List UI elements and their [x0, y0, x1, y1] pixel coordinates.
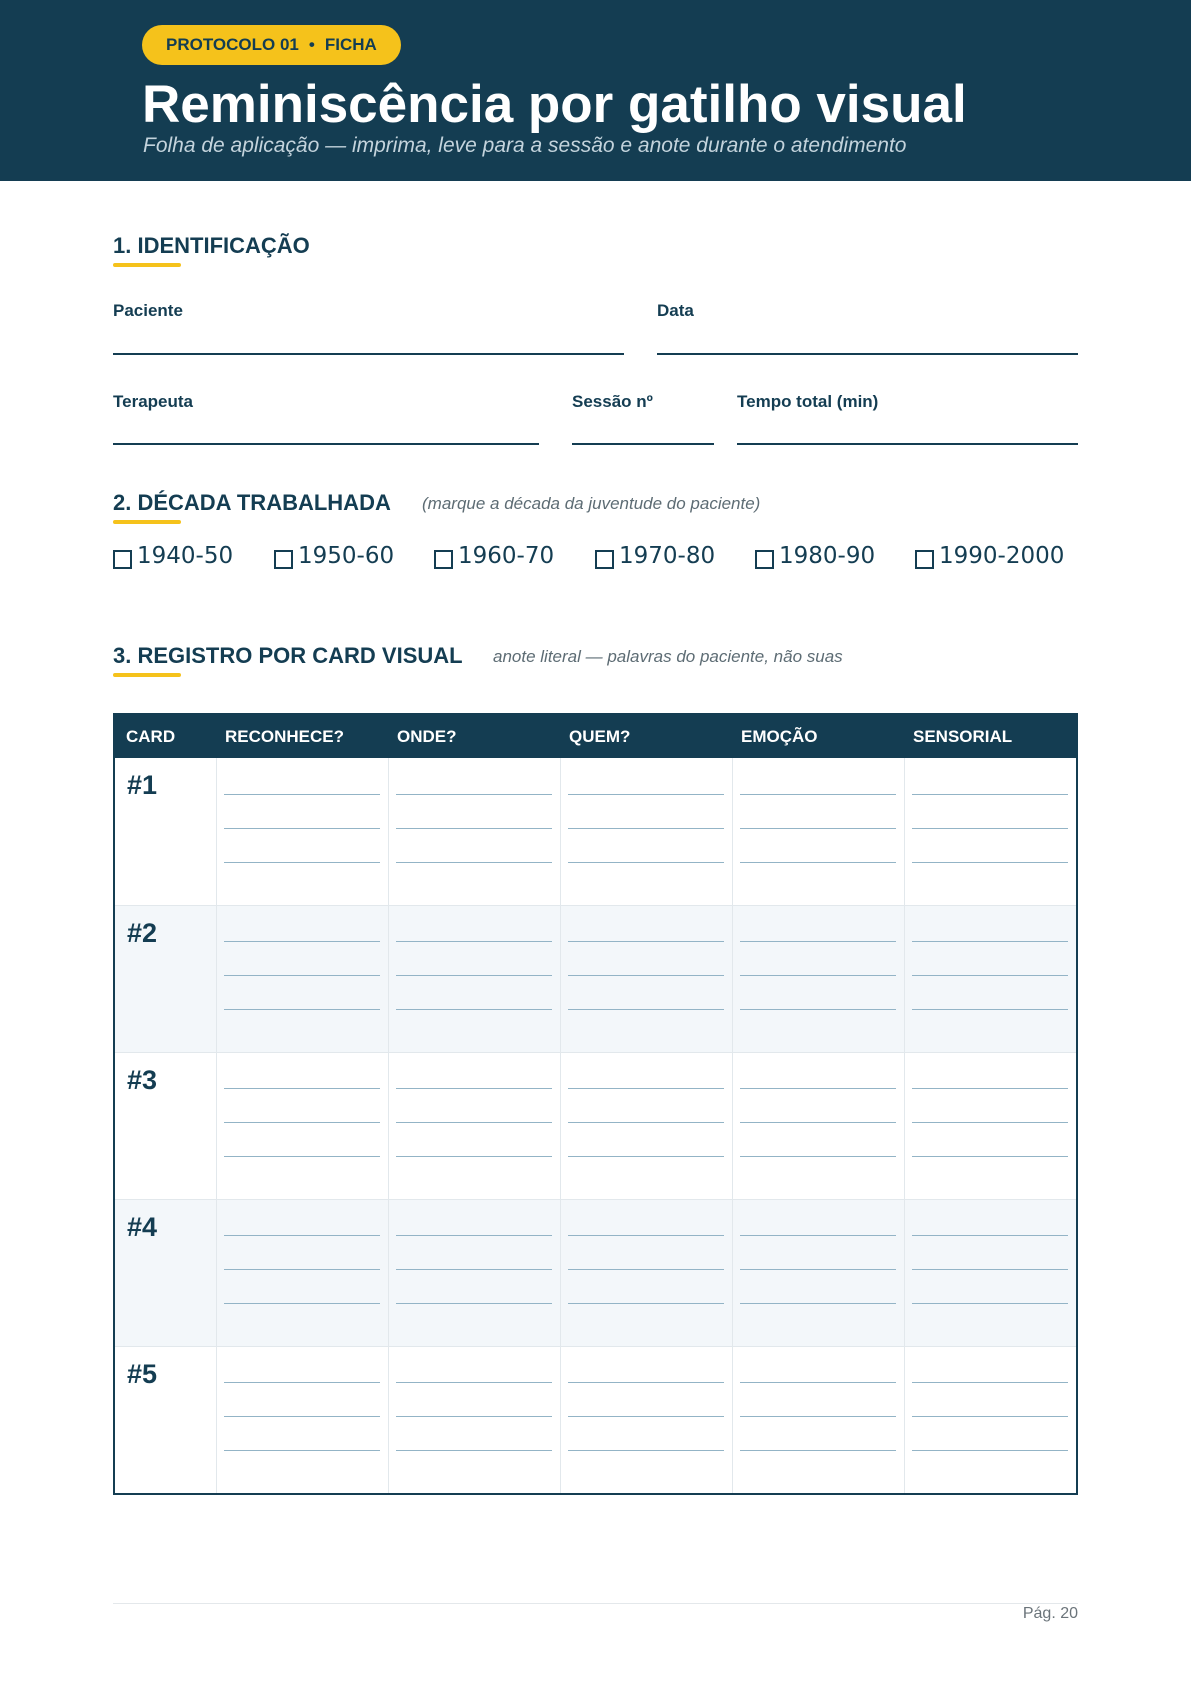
writing-line[interactable]	[568, 975, 724, 976]
card-number: #4	[127, 1212, 158, 1242]
writing-line[interactable]	[740, 794, 896, 795]
decade-label: 1970-80	[619, 543, 716, 569]
section-decade-note: (marque a década da juventude do paciente)	[422, 494, 761, 513]
writing-line[interactable]	[912, 1009, 1068, 1010]
writing-line[interactable]	[396, 1009, 552, 1010]
writing-line[interactable]	[740, 1382, 896, 1383]
section-decade-title: 2. DÉCADA TRABALHADA	[113, 490, 391, 515]
writing-line[interactable]	[912, 1382, 1068, 1383]
patient-field[interactable]	[113, 353, 624, 355]
writing-line[interactable]	[912, 975, 1068, 976]
session-number-label: Sessão nº	[572, 392, 653, 411]
writing-line[interactable]	[912, 794, 1068, 795]
column-divider	[732, 758, 733, 1493]
total-time-field[interactable]	[737, 443, 1078, 445]
decade-label: 1940-50	[137, 543, 234, 569]
writing-line[interactable]	[740, 1269, 896, 1270]
writing-line[interactable]	[224, 1303, 380, 1304]
writing-line[interactable]	[568, 1269, 724, 1270]
session-number-field[interactable]	[572, 443, 714, 445]
checkbox[interactable]	[595, 550, 614, 569]
writing-line[interactable]	[740, 1450, 896, 1451]
column-divider	[388, 758, 389, 1493]
section-cards-heading	[113, 643, 463, 669]
writing-line[interactable]	[912, 1235, 1068, 1236]
writing-line[interactable]	[224, 794, 380, 795]
writing-line[interactable]	[224, 1235, 380, 1236]
writing-line[interactable]	[740, 1088, 896, 1089]
checkbox[interactable]	[434, 550, 453, 569]
table-row	[115, 1346, 1076, 1493]
writing-line[interactable]	[396, 1303, 552, 1304]
writing-line[interactable]	[740, 975, 896, 976]
checkbox[interactable]	[274, 550, 293, 569]
page-header	[0, 0, 1191, 181]
writing-line[interactable]	[568, 1156, 724, 1157]
writing-line[interactable]	[740, 1156, 896, 1157]
writing-line[interactable]	[224, 1156, 380, 1157]
writing-line[interactable]	[224, 941, 380, 942]
writing-line[interactable]	[224, 1450, 380, 1451]
card-number: #2	[127, 918, 158, 948]
decade-label: 1950-60	[298, 543, 395, 569]
badge-protocol: PROTOCOLO 01	[166, 35, 299, 54]
section-cards-note: anote literal — palavras do paciente, não suas	[493, 647, 843, 666]
writing-line[interactable]	[396, 1235, 552, 1236]
writing-line[interactable]	[396, 1382, 552, 1383]
badge-separator: •	[308, 35, 315, 54]
writing-line[interactable]	[912, 862, 1068, 863]
table-row	[115, 1052, 1076, 1199]
writing-line[interactable]	[912, 1156, 1068, 1157]
decade-label: 1960-70	[458, 543, 555, 569]
writing-line[interactable]	[568, 862, 724, 863]
writing-line[interactable]	[740, 1303, 896, 1304]
writing-line[interactable]	[396, 941, 552, 942]
table-row	[115, 758, 1076, 905]
writing-line[interactable]	[912, 1122, 1068, 1123]
writing-line[interactable]	[396, 1269, 552, 1270]
writing-line[interactable]	[396, 1156, 552, 1157]
writing-line[interactable]	[568, 941, 724, 942]
writing-line[interactable]	[912, 1303, 1068, 1304]
column-divider	[560, 758, 561, 1493]
decade-option-5[interactable]	[755, 540, 875, 572]
writing-line[interactable]	[912, 941, 1068, 942]
column-header-who: QUEM?	[569, 727, 631, 746]
table-row	[115, 1199, 1076, 1346]
writing-line[interactable]	[224, 1269, 380, 1270]
writing-line[interactable]	[740, 828, 896, 829]
column-header-recognizes: RECONHECE?	[225, 727, 345, 746]
decade-option-6[interactable]	[915, 540, 1064, 572]
card-number: #5	[127, 1359, 158, 1389]
writing-line[interactable]	[224, 1088, 380, 1089]
decade-option-2[interactable]	[274, 540, 394, 572]
writing-line[interactable]	[568, 794, 724, 795]
writing-line[interactable]	[912, 1450, 1068, 1451]
writing-line[interactable]	[224, 1382, 380, 1383]
card-number: #1	[127, 770, 158, 800]
writing-line[interactable]	[568, 1450, 724, 1451]
card-record-table	[113, 713, 1078, 1495]
section-cards-title: 3. REGISTRO POR CARD VISUAL	[113, 643, 463, 668]
column-divider	[904, 758, 905, 1493]
writing-line[interactable]	[740, 1416, 896, 1417]
total-time-label: Tempo total (min)	[737, 392, 879, 411]
writing-line[interactable]	[912, 1088, 1068, 1089]
writing-line[interactable]	[396, 1450, 552, 1451]
decade-label: 1980-90	[779, 543, 876, 569]
page-subtitle: Folha de aplicação — imprima, leve para a sessão e anote durante o atendimento	[143, 134, 907, 157]
date-label: Data	[657, 301, 694, 320]
writing-line[interactable]	[568, 1416, 724, 1417]
protocol-badge	[142, 25, 401, 65]
column-divider	[216, 758, 217, 1493]
writing-line[interactable]	[396, 1416, 552, 1417]
writing-line[interactable]	[912, 1269, 1068, 1270]
checkbox[interactable]	[113, 550, 132, 569]
column-header-where: ONDE?	[397, 727, 457, 746]
writing-line[interactable]	[912, 828, 1068, 829]
section-accent-bar	[113, 263, 181, 267]
card-number: #3	[127, 1065, 158, 1095]
column-header-sensory: SENSORIAL	[913, 727, 1013, 746]
decade-option-3[interactable]	[434, 540, 554, 572]
writing-line[interactable]	[740, 1122, 896, 1123]
writing-line[interactable]	[740, 1235, 896, 1236]
writing-line[interactable]	[568, 1088, 724, 1089]
writing-line[interactable]	[568, 1122, 724, 1123]
section-decade-heading	[113, 490, 391, 516]
writing-line[interactable]	[912, 1416, 1068, 1417]
page-number: Pág. 20	[1022, 1605, 1078, 1622]
column-header-emotion: EMOÇÃO	[741, 727, 818, 746]
decade-label: 1990-2000	[939, 543, 1065, 569]
checkbox[interactable]	[755, 550, 774, 569]
writing-line[interactable]	[568, 1235, 724, 1236]
therapist-field[interactable]	[113, 443, 539, 445]
writing-line[interactable]	[740, 1009, 896, 1010]
decade-option-1[interactable]	[113, 540, 233, 572]
writing-line[interactable]	[568, 828, 724, 829]
column-header-card: CARD	[126, 727, 176, 746]
writing-line[interactable]	[396, 975, 552, 976]
writing-line[interactable]	[396, 1122, 552, 1123]
writing-line[interactable]	[396, 828, 552, 829]
section-accent-bar	[113, 673, 181, 677]
decade-option-4[interactable]	[595, 540, 715, 572]
writing-line[interactable]	[396, 1088, 552, 1089]
writing-line[interactable]	[740, 941, 896, 942]
writing-line[interactable]	[568, 1382, 724, 1383]
therapist-label: Terapeuta	[113, 392, 193, 411]
writing-line[interactable]	[224, 975, 380, 976]
writing-line[interactable]	[224, 862, 380, 863]
writing-line[interactable]	[224, 1009, 380, 1010]
writing-line[interactable]	[396, 794, 552, 795]
writing-line[interactable]	[224, 828, 380, 829]
writing-line[interactable]	[396, 862, 552, 863]
section-accent-bar	[113, 520, 181, 524]
section-identification-title: 1. IDENTIFICAÇÃO	[113, 233, 310, 258]
table-row	[115, 905, 1076, 1052]
writing-line[interactable]	[224, 1122, 380, 1123]
date-field[interactable]	[657, 353, 1078, 355]
writing-line[interactable]	[568, 1009, 724, 1010]
writing-line[interactable]	[568, 1303, 724, 1304]
section-identification-heading	[113, 233, 310, 259]
writing-line[interactable]	[740, 862, 896, 863]
footer-divider	[113, 1603, 1078, 1604]
checkbox[interactable]	[915, 550, 934, 569]
patient-label: Paciente	[113, 301, 183, 320]
writing-line[interactable]	[224, 1416, 380, 1417]
badge-type: FICHA	[324, 35, 377, 54]
table-header	[115, 715, 1076, 758]
page-title: Reminiscência por gatilho visual	[142, 75, 967, 134]
